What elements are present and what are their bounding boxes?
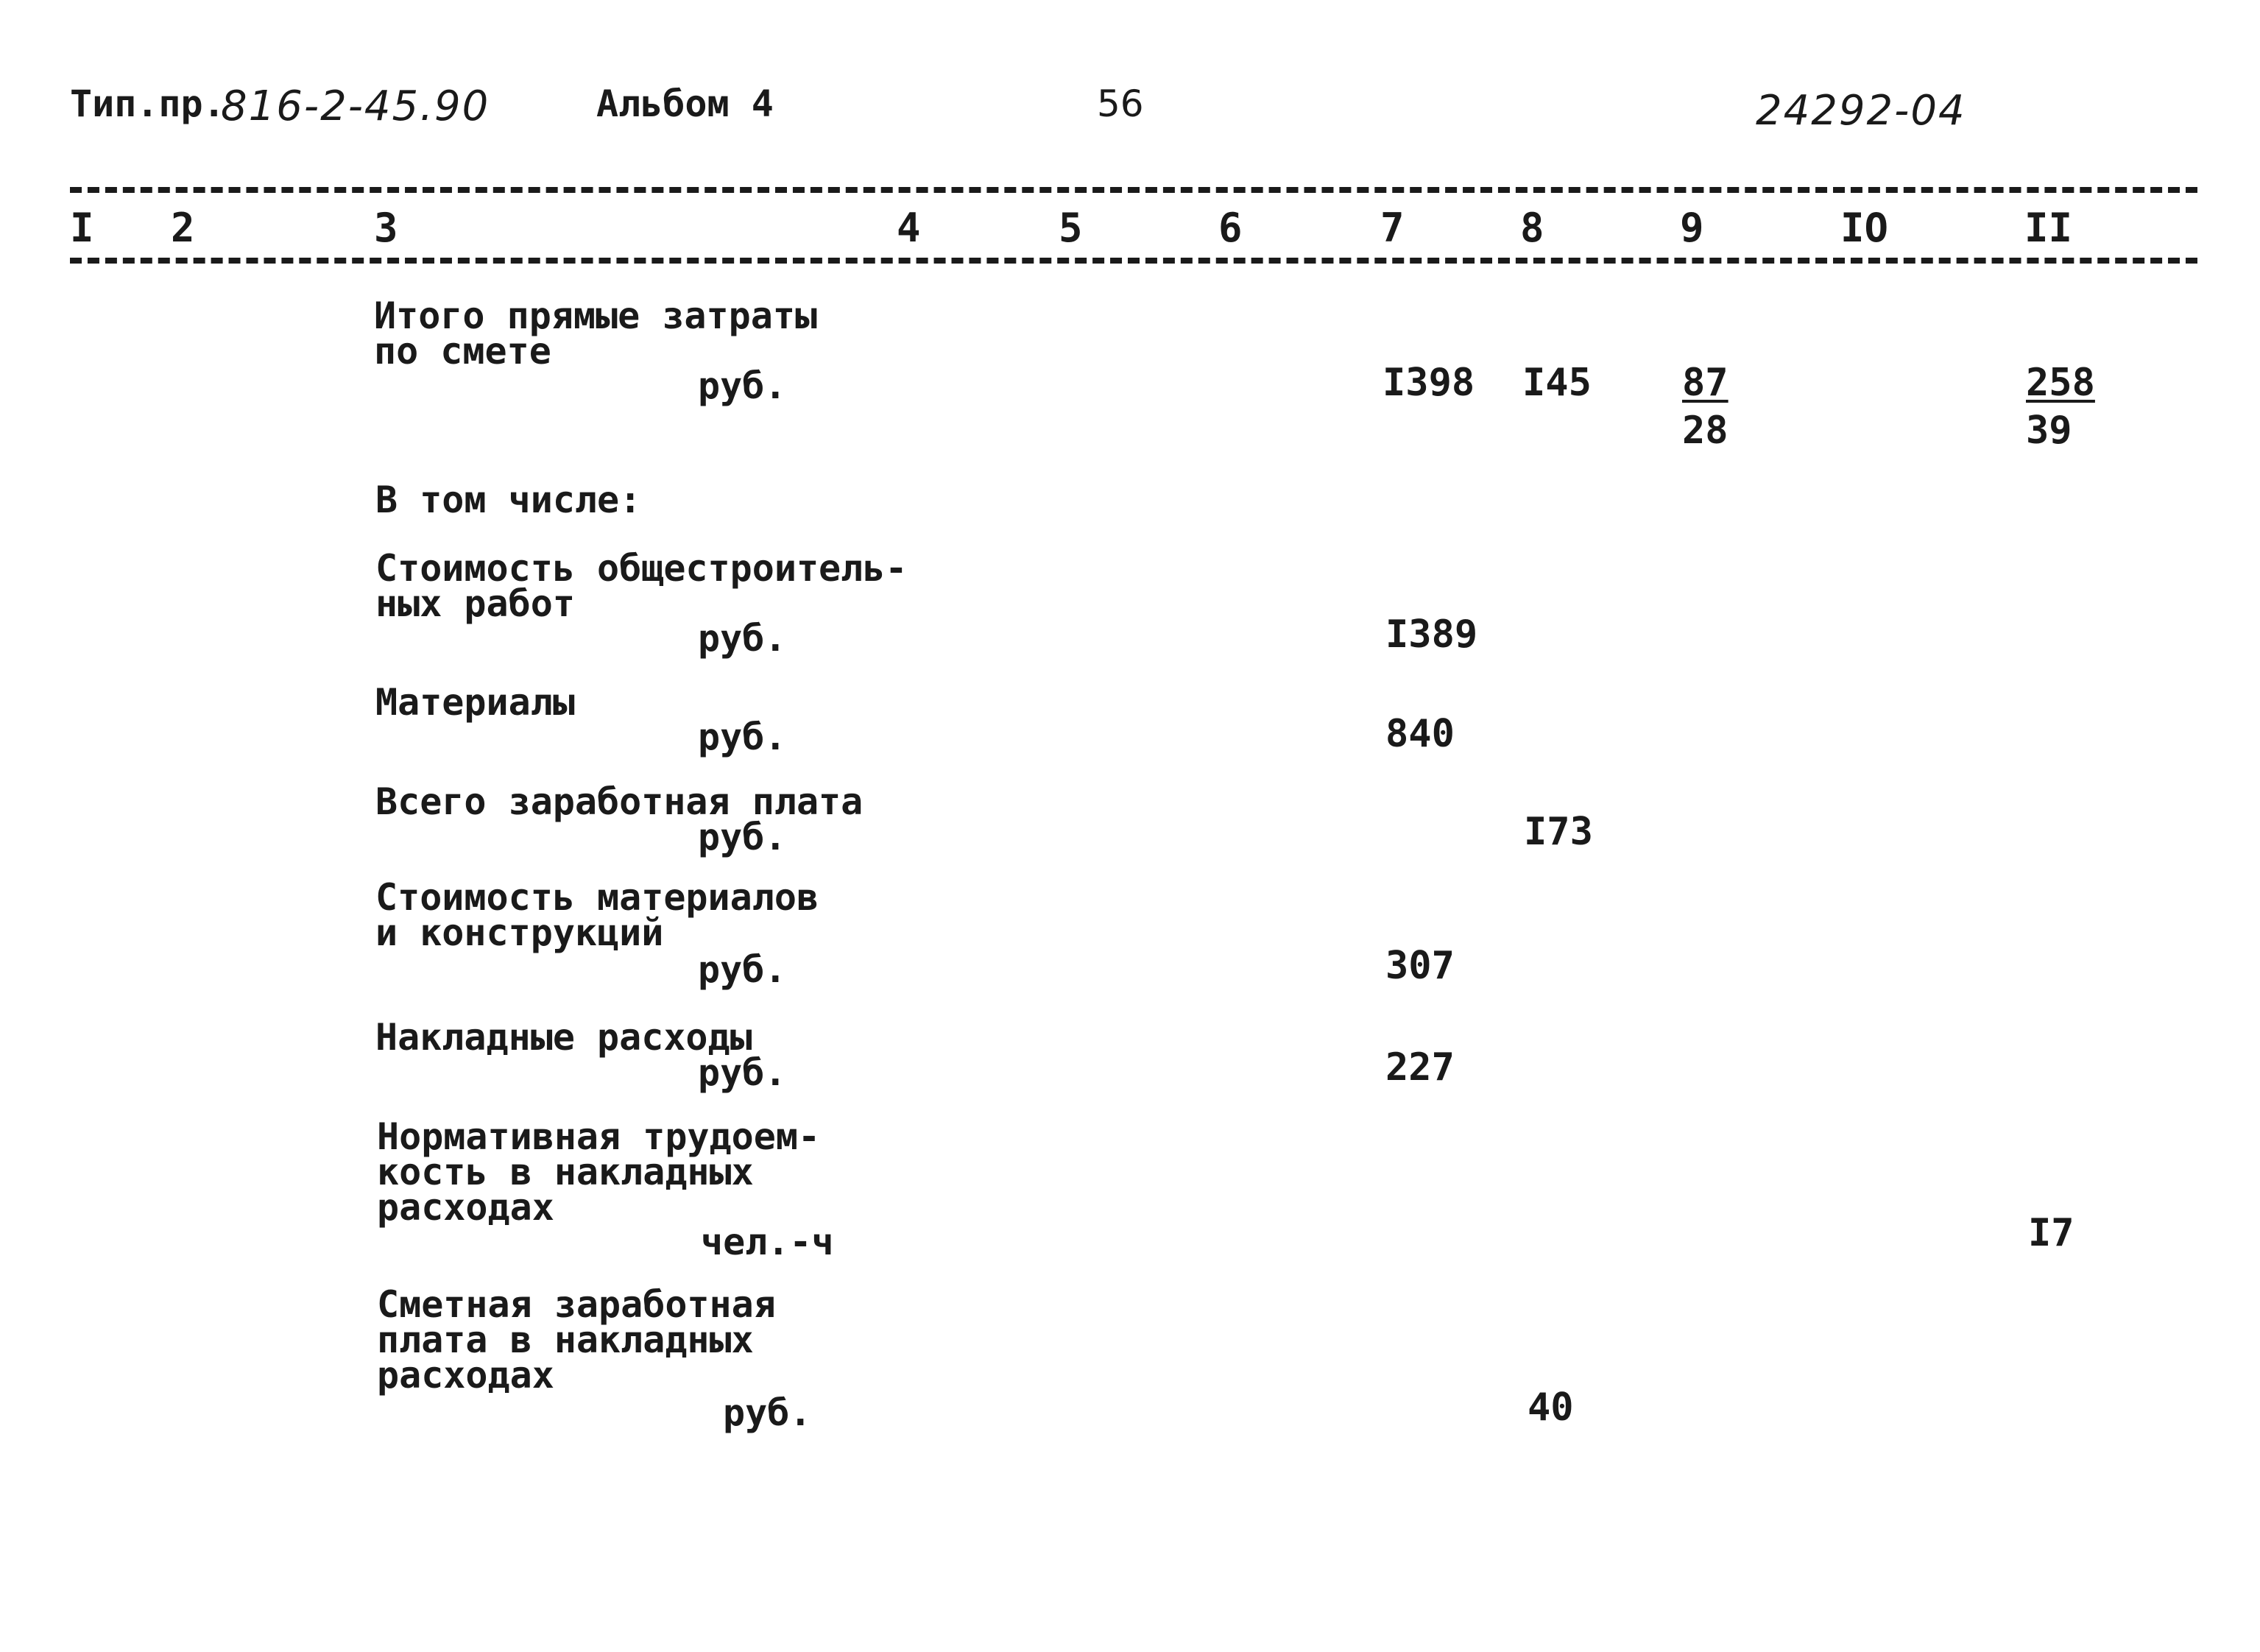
row-unit-total-wages: руб.	[698, 816, 787, 858]
column-number-4: 4	[897, 205, 921, 251]
column-number-5: 5	[1059, 205, 1083, 251]
row-label-total-direct-costs: Итого прямые затраты по смете	[374, 294, 818, 373]
row-unit-estimated-wages-in-overhead: руб.	[723, 1391, 812, 1434]
general-construction-cost-col7: I389	[1385, 613, 1478, 657]
row-label-materials-and-structures-cost: Стоимость материалов и конструкций	[375, 876, 819, 954]
row-unit-total-direct-costs: руб.	[698, 364, 787, 407]
total-direct-costs-col7: I398	[1383, 361, 1475, 405]
column-number-7: 7	[1380, 205, 1405, 251]
column-number-11: II	[2024, 205, 2073, 251]
page-number: 56	[1097, 82, 1144, 125]
doc-code: 24292-04	[1756, 87, 1966, 135]
album-label: Альбом 4	[596, 82, 774, 125]
row-label-estimated-wages-in-overhead: Сметная заработная плата в накладных расходах	[377, 1283, 776, 1397]
row-label-total-wages: Всего заработная плата	[375, 780, 864, 823]
column-number-6: 6	[1218, 205, 1243, 251]
normative-labor-intensity-col11: I7	[2028, 1211, 2074, 1255]
separator-bottom	[70, 258, 2197, 264]
row-unit-normative-labor-intensity: чел.-ч	[701, 1221, 834, 1263]
column-number-9: 9	[1680, 205, 1704, 251]
total-direct-costs-col8: I45	[1522, 361, 1592, 405]
header-prefix: Тип.пр.	[70, 82, 225, 125]
row-label-including: В том числе:	[375, 479, 642, 521]
separator-top	[70, 187, 2197, 193]
total-direct-costs-col9-sub: 28	[1682, 409, 1728, 453]
row-unit-materials: руб.	[698, 716, 787, 758]
column-number-8: 8	[1520, 205, 1544, 251]
estimated-wages-in-overhead-col8: 40	[1528, 1386, 1574, 1430]
row-unit-overhead: руб.	[698, 1051, 787, 1094]
row-label-overhead: Накладные расходы	[375, 1016, 752, 1059]
materials-col7: 840	[1385, 712, 1455, 756]
row-unit-materials-and-structures-cost: руб.	[698, 948, 787, 991]
row-label-general-construction-cost: Стоимость общестроитель- ных работ	[375, 547, 908, 625]
total-direct-costs-col9: 87	[1682, 361, 1728, 405]
total-direct-costs-col11: 258	[2026, 361, 2095, 405]
row-label-normative-labor-intensity: Нормативная трудоем- кость в накладных расходах	[377, 1115, 821, 1229]
total-direct-costs-col11-sub: 39	[2026, 409, 2072, 453]
total-wages-col8: I73	[1524, 810, 1593, 854]
row-label-materials: Материалы	[375, 681, 575, 724]
materials-and-structures-cost-col7: 307	[1385, 944, 1455, 988]
column-number-1: I	[70, 205, 94, 251]
project-number: 816-2-45.90	[221, 82, 490, 130]
row-unit-general-construction-cost: руб.	[698, 617, 787, 660]
column-number-2: 2	[171, 205, 195, 251]
overhead-col7: 227	[1385, 1045, 1455, 1090]
column-number-3: 3	[374, 205, 398, 251]
column-number-10: IO	[1840, 205, 1889, 251]
